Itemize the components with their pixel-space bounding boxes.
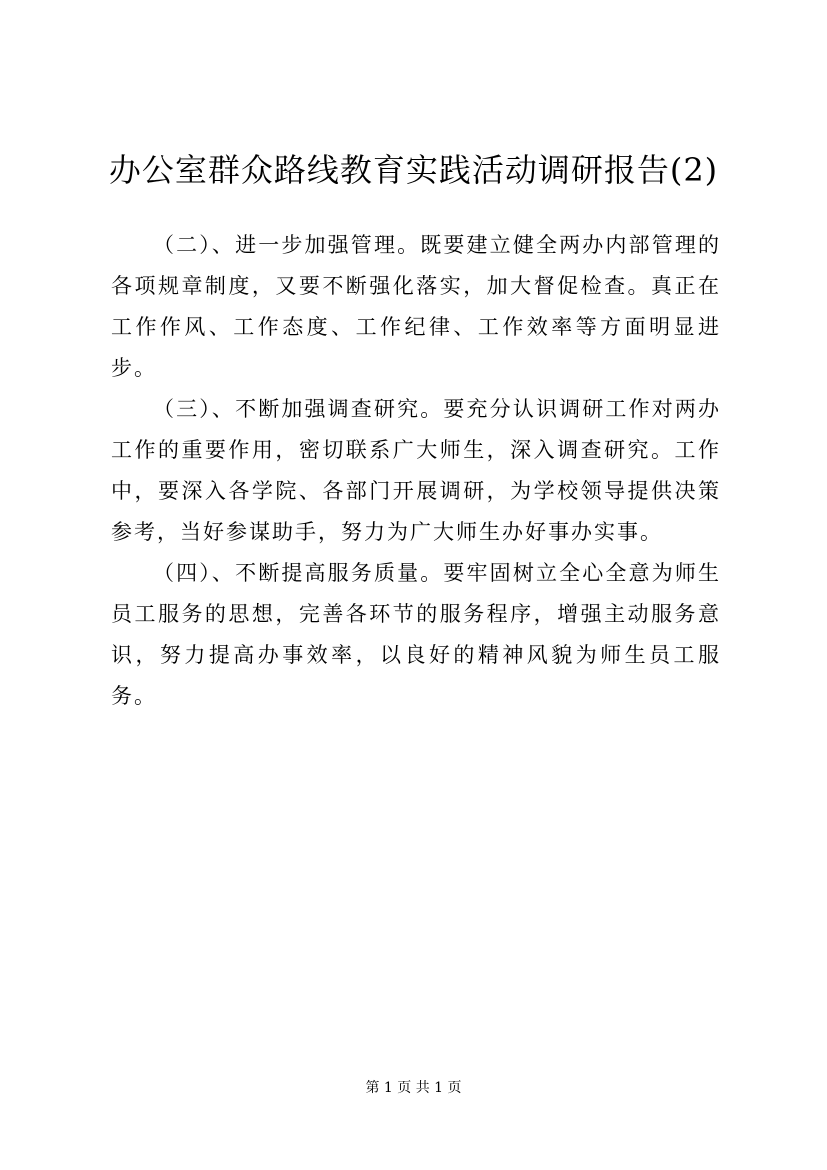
document-title: 办公室群众路线教育实践活动调研报告(2)	[108, 151, 719, 189]
paragraph-section-2: （二）、进一步加强管理。既要建立健全两办内部管理的各项规章制度，又要不断强化落实，加大督促检查。真正在工作作风、工作态度、工作纪律、工作效率等方面明显进步。	[111, 233, 721, 380]
page-footer: 第 1 页 共 1 页	[365, 1080, 462, 1096]
paragraph-section-4: （四）、不断提高服务质量。要牢固树立全心全意为师生员工服务的思想，完善各环节的服务程序，增强主动服务意识，努力提高办事效率，以良好的精神风貌为师生员工服务。	[111, 561, 721, 708]
paragraph-section-3: （三）、不断加强调查研究。要充分认识调研工作对两办工作的重要作用，密切联系广大师生，深入调查研究。工作中，要深入各学院、各部门开展调研，为学校领导提供决策参考，当好参谋助手，努力为广大师生办好事办实事。	[111, 397, 721, 544]
document-body	[111, 225, 721, 717]
